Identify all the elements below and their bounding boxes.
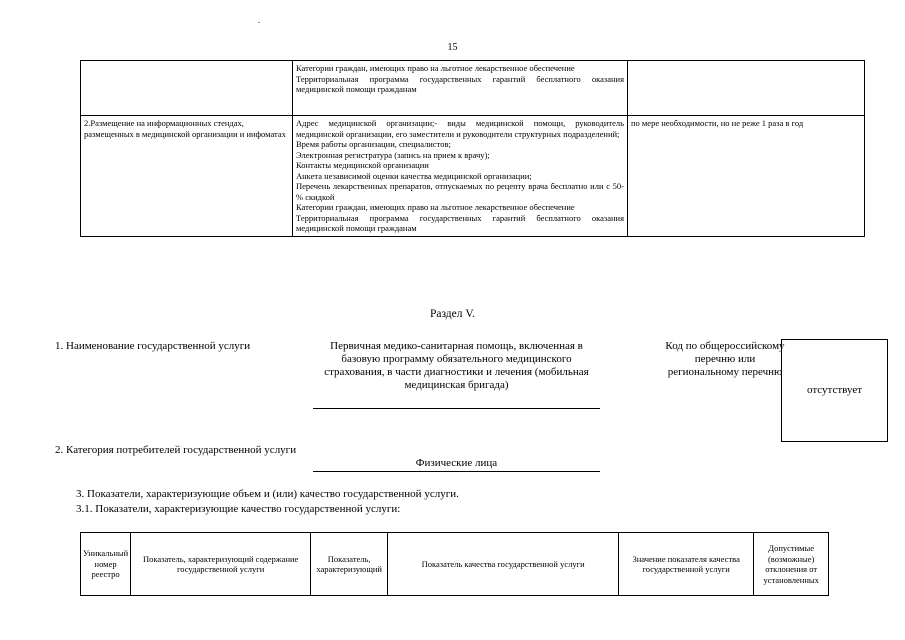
table-header-row [81, 533, 829, 596]
code-box [781, 339, 888, 442]
table-cell-content [293, 116, 628, 237]
list-item: Время работы организации, специалистов; [296, 139, 451, 149]
list-item: Электронная регистратура (запись на прием к врачу); [296, 149, 490, 160]
list-item: Категории граждан, имеющих право на льготное лекарственное обеспечение [296, 202, 575, 212]
scan-speck [258, 22, 260, 23]
list-item: Территориальная программа государственных гарантий бесплатного оказания медицинской помощи гражданам [296, 73, 624, 94]
service-name-label: 1. Наименование государственной услуги [55, 340, 251, 352]
list-item: Категории граждан, имеющих право на льготное лекарственное обеспечение [296, 63, 575, 73]
table-cell-method: 2.Размещение на информационных стендах, размещенных в медицинской организации и инфоматах [81, 116, 293, 237]
code-value: отсутствует [806, 384, 863, 396]
table-cell-empty [628, 61, 865, 116]
consumer-category-value: Физические лица [415, 457, 498, 469]
consumer-category-label: 2. Категория потребителей государственной услуги [55, 444, 297, 456]
list-item: Территориальная программа государственных гарантий бесплатного оказания медицинской помощи гражданам [296, 212, 624, 233]
service-name-value: Первичная медико-санитарная помощь, включенная в базовую программу обязательного медицинского страхования, в части диагностики и лечения (мобильная медицинская бригада) [324, 340, 589, 391]
header-quality-indicator: Показатель качества государственной услуги [388, 533, 619, 596]
list-item: Адрес медицинской организации;- виды медицинской помощи, руководитель медицинской организации, его заместители и руководители структурных подразделений; [296, 118, 624, 139]
table-cell-empty [81, 61, 293, 116]
section-title: Раздел V. [429, 308, 476, 320]
table-row [81, 116, 865, 237]
list-item: Контакты медицинской организации [296, 160, 429, 170]
page-number: 15 [447, 42, 458, 53]
header-indicator-value: Значение показателя качества государственной услуги [619, 533, 754, 596]
info-placement-table [80, 60, 865, 237]
header-deviations: Допустимые (возможные) отклонения от установленных [754, 533, 829, 596]
code-label: Код по общероссийскому перечню или региональному перечню [665, 340, 785, 378]
consumer-category-underline [313, 471, 600, 472]
header-condition-indicator: Показатель, характеризующий [311, 533, 388, 596]
table-cell-content [293, 61, 628, 116]
quality-indicators-table [80, 532, 829, 596]
quality-indicators-heading: 3.1. Показатели, характеризующие качество государственной услуги: [76, 503, 401, 515]
indicators-heading: 3. Показатели, характеризующие объем и (или) качество государственной услуги. [76, 488, 459, 500]
table-cell-frequency: по мере необходимости, но не реже 1 раза в год [628, 116, 865, 237]
list-item: Анкета независимой оценки качества медицинской организации; [296, 170, 532, 181]
header-registry-number: Уникальный номер реестро [81, 533, 131, 596]
list-item: Перечень лекарственных препаратов, отпускаемых по рецепту врача бесплатно или с 50-% скидкой [296, 181, 624, 202]
service-name-underline [313, 408, 600, 409]
header-content-indicator: Показатель, характеризующий содержание государственной услуги [131, 533, 311, 596]
table-row [81, 61, 865, 116]
